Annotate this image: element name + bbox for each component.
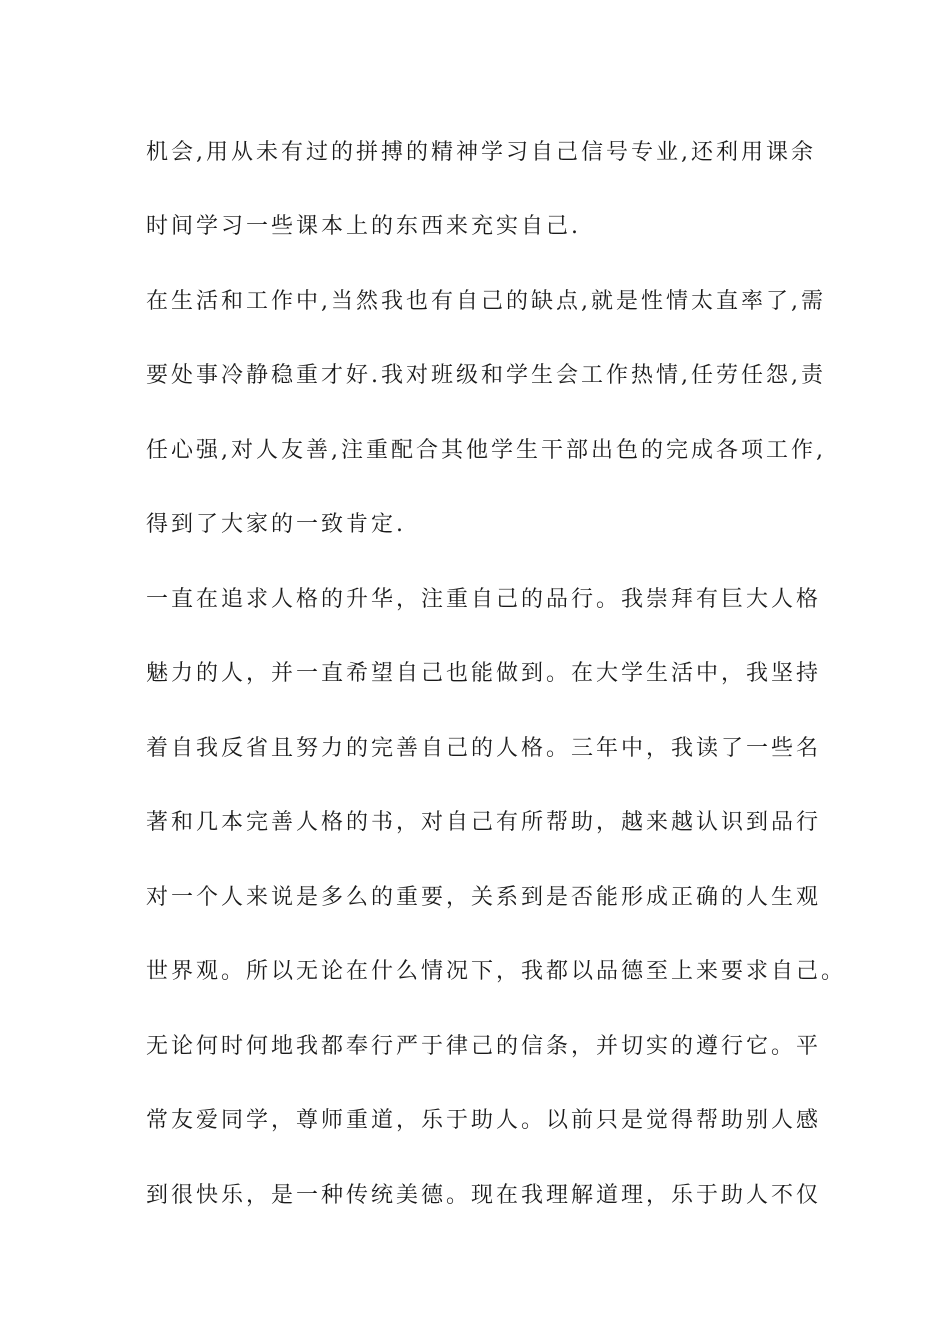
text-line: 常友爱同学，尊师重道，乐于助人。以前只是觉得帮助别人感 — [146, 1108, 822, 1133]
text-line: 对一个人来说是多么的重要，关系到是否能形成正确的人生观 — [146, 885, 822, 910]
text-line: 机会,用从未有过的拼搏的精神学习自己信号专业,还利用课余 — [146, 140, 816, 165]
text-line: 得到了大家的一致肯定. — [146, 512, 406, 537]
text-line: 世界观。所以无论在什么情况下，我都以品德至上来要求自己。 — [146, 959, 847, 984]
text-line: 着自我反省且努力的完善自己的人格。三年中，我读了一些名 — [146, 736, 822, 761]
text-line: 时间学习一些课本上的东西来充实自己. — [146, 214, 581, 239]
text-line: 著和几本完善人格的书，对自己有所帮助，越来越认识到品行 — [146, 810, 822, 835]
text-line: 要处事冷静稳重才好.我对班级和学生会工作热情,任劳任怨,责 — [146, 363, 826, 388]
text-line: 魅力的人，并一直希望自己也能做到。在大学生活中，我坚持 — [146, 661, 822, 686]
text-line: 到很快乐，是一种传统美德。现在我理解道理，乐于助人不仅 — [146, 1183, 822, 1208]
text-line: 一直在追求人格的升华，注重自己的品行。我崇拜有巨大人格 — [146, 587, 822, 612]
text-line: 在生活和工作中,当然我也有自己的缺点,就是性情太直率了,需 — [146, 289, 826, 314]
text-line: 任心强,对人友善,注重配合其他学生干部出色的完成各项工作, — [146, 438, 826, 463]
text-line: 无论何时何地我都奉行严于律己的信条，并切实的遵行它。平 — [146, 1034, 822, 1059]
